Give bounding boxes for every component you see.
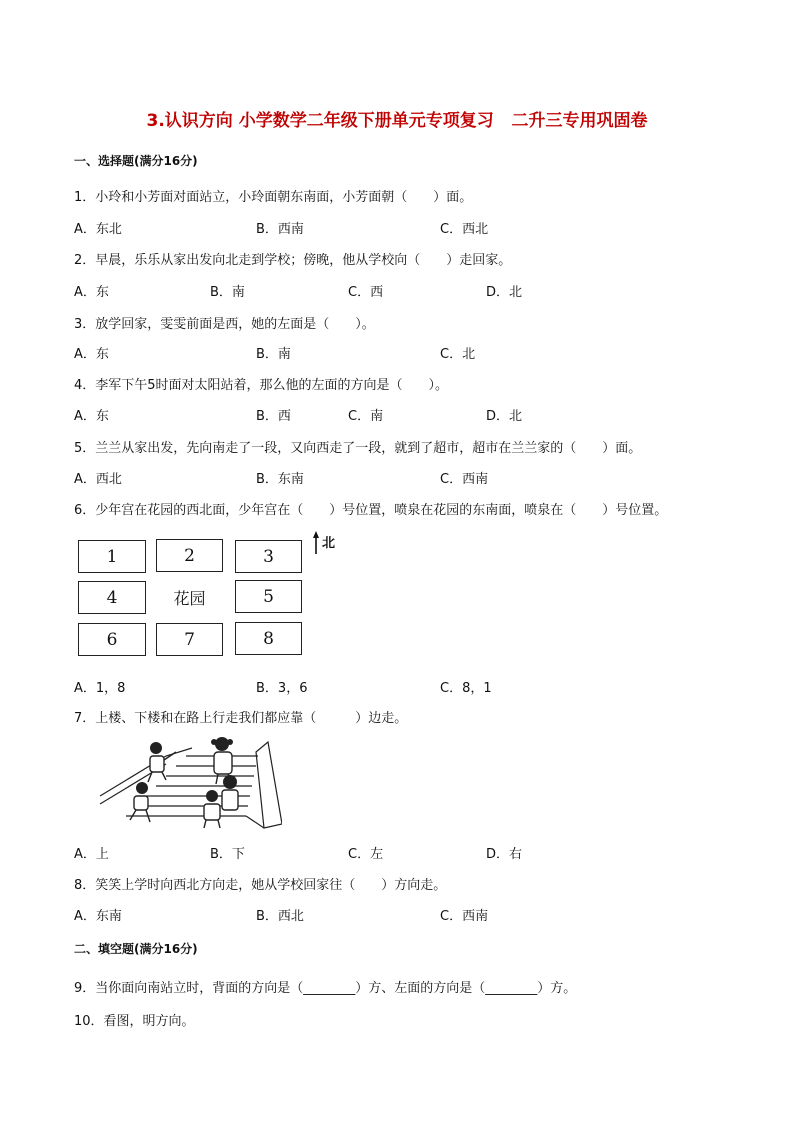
option-a: A．东北 [74, 222, 122, 237]
question-8: 8．笑笑上学时向西北方向走，她从学校回家往（ ）方向走。 [74, 878, 447, 893]
grid-cell-1: 1 [78, 540, 146, 573]
option-c: C．西南 [440, 909, 489, 924]
option-b: B．西 [256, 409, 291, 424]
option-a: A．上 [74, 847, 109, 862]
question-5-options [74, 468, 774, 486]
option-c: C．8，1 [440, 681, 492, 696]
option-c: C．西北 [440, 222, 489, 237]
children-on-stairs-illustration [96, 734, 282, 830]
option-b: B．下 [210, 847, 245, 862]
option-c: C．北 [440, 347, 476, 362]
section-heading-choice: 一、选择题(满分16分) [74, 154, 198, 168]
option-b: B．西南 [256, 222, 304, 237]
option-c: C．左 [348, 847, 384, 862]
section-heading-fill: 二、填空题(满分16分) [74, 942, 198, 956]
question-2: 2．早晨，乐乐从家出发向北走到学校；傍晚，他从学校向（ ）走回家。 [74, 253, 512, 268]
option-b: B．南 [256, 347, 291, 362]
question-3-options [74, 343, 774, 361]
question-1-options [74, 218, 774, 236]
question-3: 3．放学回家，雯雯前面是西，她的左面是（ ）。 [74, 317, 375, 332]
option-a: A．西北 [74, 472, 122, 487]
garden-label: 花园 [173, 589, 206, 608]
question-5: 5．兰兰从家出发，先向南走了一段，又向西走了一段，就到了超市，超市在兰兰家的（ ）面。 [74, 441, 642, 456]
option-a: A．东南 [74, 909, 122, 924]
question-4: 4．李军下午5时面对太阳站着，那么他的左面的方向是（ ）。 [74, 378, 449, 393]
grid-cell-7: 7 [156, 623, 223, 656]
option-c: C．西南 [440, 472, 489, 487]
north-label: 北 [322, 536, 336, 551]
option-b: B．南 [210, 285, 245, 300]
option-b: B．东南 [256, 472, 304, 487]
question-9: 9．当你面向南站立时，背面的方向是（________）方、左面的方向是（________）方。 [74, 981, 577, 996]
option-b: B．3，6 [256, 681, 308, 696]
question-4-options [74, 405, 774, 423]
option-c: C．西 [348, 285, 384, 300]
question-6: 6．少年宫在花园的西北面，少年宫在（ ）号位置，喷泉在花园的东南面，喷泉在（ ）号位置。 [74, 503, 668, 518]
grid-cell-8: 8 [235, 622, 302, 655]
question-7-options [74, 843, 774, 861]
grid-cell-5: 5 [235, 580, 302, 613]
garden-position-grid [78, 538, 304, 658]
grid-cell-4: 4 [78, 581, 146, 614]
grid-cell-2: 2 [156, 539, 223, 572]
option-a: A．东 [74, 285, 109, 300]
grid-cell-6: 6 [78, 623, 146, 656]
option-b: B．西北 [256, 909, 304, 924]
question-1: 1．小玲和小芳面对面站立，小玲面朝东南面，小芳面朝（ ）面。 [74, 190, 473, 205]
option-a: A．东 [74, 347, 109, 362]
option-d: D．北 [486, 409, 523, 424]
question-8-options [74, 905, 774, 923]
question-10: 10．看图，明方向。 [74, 1014, 195, 1029]
question-7: 7．上楼、下楼和在路上行走我们都应靠（ ）边走。 [74, 711, 408, 726]
option-d: D．北 [486, 285, 523, 300]
page-title: 3.认识方向 小学数学二年级下册单元专项复习 二升三专用巩固卷 [146, 111, 648, 131]
option-d: D．右 [486, 847, 523, 862]
option-a: A．东 [74, 409, 109, 424]
question-6-options [74, 677, 774, 695]
grid-cell-3: 3 [235, 540, 302, 573]
option-a: A．1，8 [74, 681, 126, 696]
option-c: C．南 [348, 409, 384, 424]
question-2-options [74, 281, 774, 299]
